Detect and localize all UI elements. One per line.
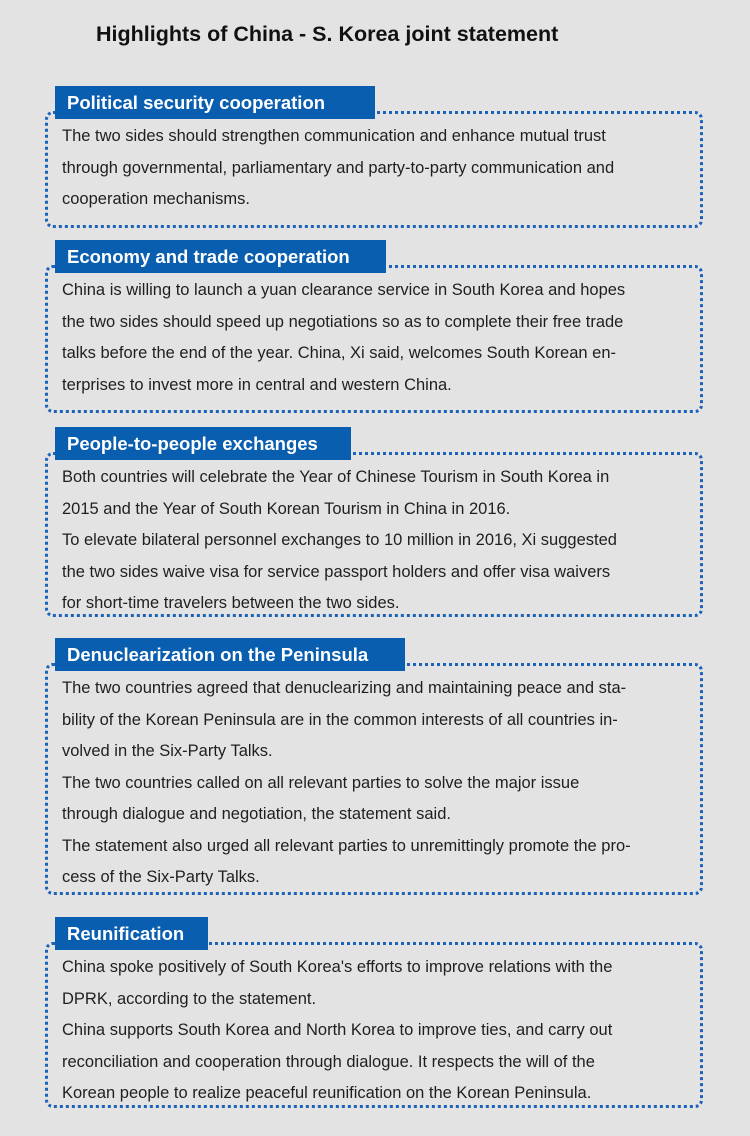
body-line: China is willing to launch a yuan clearance service in South Korea and hopes	[62, 281, 626, 299]
body-line: for short-time travelers between the two sides.	[62, 594, 400, 612]
body-line: cess of the Six-Party Talks.	[62, 868, 260, 886]
body-line: The statement also urged all relevant parties to unremittingly promote the pro-	[62, 836, 631, 855]
section-heading: Political security cooperation	[55, 86, 375, 119]
section-heading: Economy and trade cooperation	[55, 240, 386, 273]
body-line: the two sides should speed up negotiations so as to complete their free trade	[62, 312, 624, 331]
section-body	[45, 111, 703, 228]
section-body	[45, 942, 703, 1108]
page-title: Highlights of China - S. Korea joint statement	[96, 22, 559, 46]
body-line: Korean people to realize peaceful reunification on the Korean Peninsula.	[62, 1084, 592, 1102]
body-line: terprises to invest more in central and western China.	[62, 375, 452, 394]
body-line: talks before the end of the year. China, Xi said, welcomes South Korean en-	[62, 344, 616, 362]
body-line: through governmental, parliamentary and party-to-party communication and	[62, 158, 615, 177]
section-heading: People-to-people exchanges	[55, 427, 351, 460]
body-line: through dialogue and negotiation, the statement said.	[62, 805, 451, 823]
body-line: The two sides should strengthen communication and enhance mutual trust	[62, 127, 606, 145]
body-line: DPRK, according to the statement.	[62, 989, 317, 1008]
section-heading: Denuclearization on the Peninsula	[55, 638, 405, 671]
body-line: The two countries agreed that denuclearizing and maintaining peace and sta-	[62, 679, 627, 697]
body-line: volved in the Six-Party Talks.	[62, 742, 273, 760]
body-line: 2015 and the Year of South Korean Tourism in China in 2016.	[62, 499, 511, 518]
section-body	[45, 663, 703, 895]
body-line: bility of the Korean Peninsula are in the common interests of all countries in-	[62, 710, 618, 729]
body-line: China supports South Korea and North Korea to improve ties, and carry out	[62, 1021, 613, 1039]
body-line: Both countries will celebrate the Year of Chinese Tourism in South Korea in	[62, 468, 610, 486]
section-heading: Reunification	[55, 917, 208, 950]
body-line: reconciliation and cooperation through dialogue. It respects the will of the	[62, 1052, 595, 1071]
body-line: China spoke positively of South Korea's efforts to improve relations with the	[62, 958, 613, 976]
body-line: the two sides waive visa for service passport holders and offer visa waivers	[62, 562, 611, 581]
section-body	[45, 265, 703, 413]
section-body	[45, 452, 703, 617]
body-line: cooperation mechanisms.	[62, 190, 251, 208]
body-line: To elevate bilateral personnel exchanges to 10 million in 2016, Xi suggested	[62, 531, 617, 549]
body-line: The two countries called on all relevant parties to solve the major issue	[62, 773, 580, 792]
